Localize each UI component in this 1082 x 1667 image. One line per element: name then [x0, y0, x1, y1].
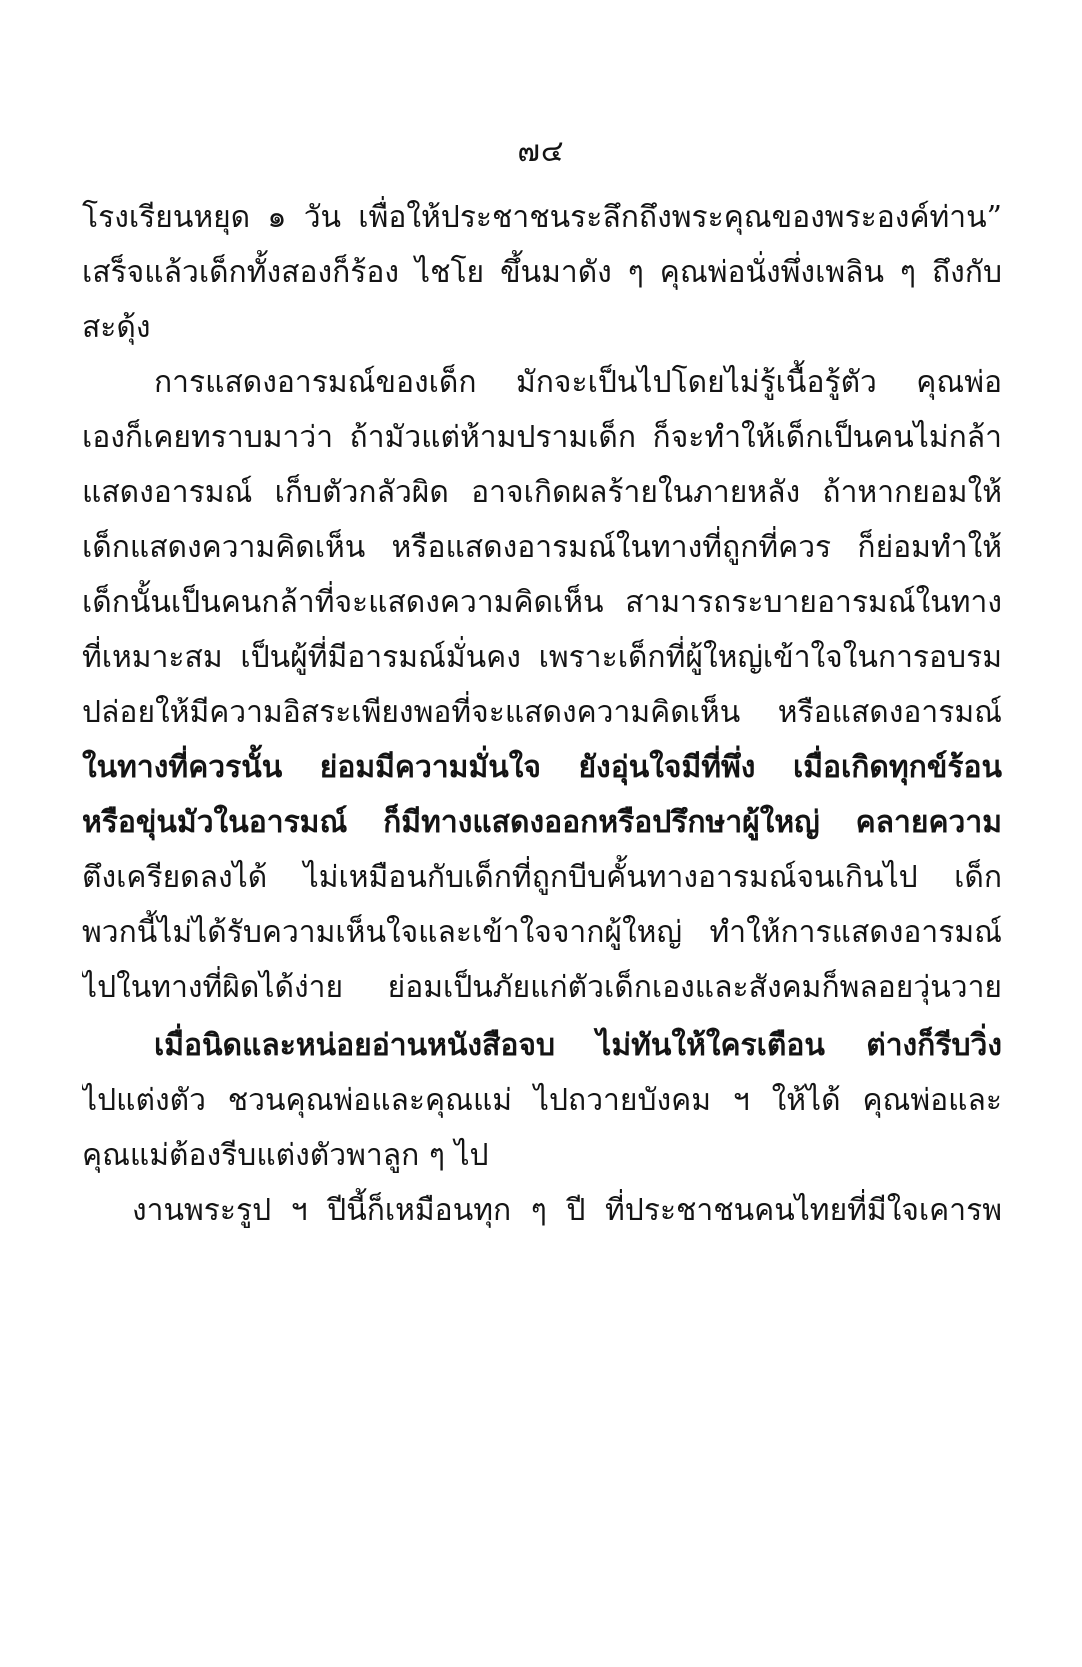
text-line: ไปในทางที่ผิดได้ง่าย ย่อมเป็นภัยแก่ตัวเด็กเองและสังคมก็พลอยวุ่นวาย — [82, 970, 1002, 1005]
text-line: เด็กแสดงความคิดเห็น หรือแสดงอารมณ์ในทางที่ถูกที่ควร ก็ย่อมทำให้ — [82, 530, 1002, 565]
text-line: โรงเรียนหยุด ๑ วัน เพื่อให้ประชาชนระลึกถึงพระคุณของพระองค์ท่าน” — [82, 200, 1002, 235]
page-number: ๗๔ — [517, 134, 565, 169]
body-text — [82, 190, 1002, 1238]
text-line: ไปแต่งตัว ชวนคุณพ่อและคุณแม่ ไปถวายบังคม ฯ ให้ได้ คุณพ่อและ — [82, 1083, 1002, 1118]
text-line: พวกนี้ไม่ได้รับความเห็นใจและเข้าใจจากผู้ใหญ่ ทำให้การแสดงอารมณ์ — [82, 915, 1002, 950]
text-line: เสร็จแล้วเด็กทั้งสองก็ร้อง ไชโย ขึ้นมาดัง ๆ คุณพ่อนั่งพึ่งเพลิน ๆ ถึงกับ — [82, 255, 1002, 290]
paragraph-first-line: เมื่อนิดและหน่อยอ่านหนังสือจบ ไม่ทันให้ใครเตือน ต่างก็รีบวิ่ง — [154, 1028, 1002, 1063]
text-line: เด็กนั้นเป็นคนกล้าที่จะแสดงความคิดเห็น สามารถระบายอารมณ์ในทาง — [82, 585, 1002, 620]
text-line: ที่เหมาะสม เป็นผู้ที่มีอารมณ์มั่นคง เพราะเด็กที่ผู้ใหญ่เข้าใจในการอบรม — [82, 640, 1002, 675]
text-line: ตึงเครียดลงได้ ไม่เหมือนกับเด็กที่ถูกบีบคั้นทางอารมณ์จนเกินไป เด็ก — [82, 860, 1002, 895]
text-line: แสดงอารมณ์ เก็บตัวกลัวผิด อาจเกิดผลร้ายในภายหลัง ถ้าหากยอมให้ — [82, 475, 1002, 510]
text-line: ปล่อยให้มีความอิสระเพียงพอที่จะแสดงความคิดเห็น หรือแสดงอารมณ์ — [82, 695, 1002, 730]
paragraph-first-line: การแสดงอารมณ์ของเด็ก มักจะเป็นไปโดยไม่รู้เนื้อรู้ตัว คุณพ่อ — [154, 365, 1002, 400]
text-line: หรือขุ่นมัวในอารมณ์ ก็มีทางแสดงออกหรือปรึกษาผู้ใหญ่ คลายความ — [82, 805, 1002, 840]
text-line: คุณแม่ต้องรีบแต่งตัวพาลูก ๆ ไป — [82, 1138, 489, 1173]
text-line: เองก็เคยทราบมาว่า ถ้ามัวแต่ห้ามปรามเด็ก ก็จะทำให้เด็กเป็นคนไม่กล้า — [82, 420, 1002, 455]
text-line: ในทางที่ควรนั้น ย่อมมีความมั่นใจ ยังอุ่นใจมีที่พึ่ง เมื่อเกิดทุกข์ร้อน — [82, 750, 1002, 785]
text-line: สะดุ้ง — [82, 310, 151, 345]
paragraph-first-line: งานพระรูป ฯ ปีนี้ก็เหมือนทุก ๆ ปี ที่ประชาชนคนไทยที่มีใจเคารพ — [132, 1193, 1002, 1228]
